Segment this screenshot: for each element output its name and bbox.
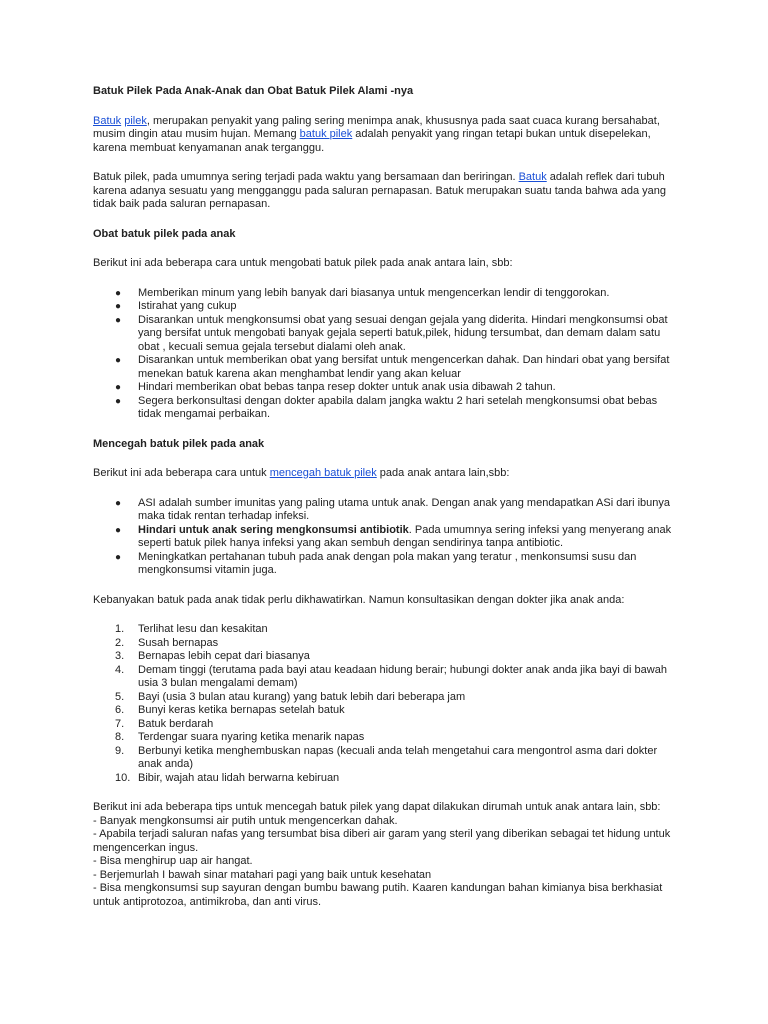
list-item (93, 691, 683, 705)
heading-obat: Obat batuk pilek pada anak (93, 227, 236, 240)
list-number: 7. (115, 717, 125, 730)
link-batuk-pilek[interactable]: batuk pilek (299, 128, 353, 140)
list-item-text: Bernapas lebih cepat dari biasanya (138, 650, 310, 662)
list-item-text: Batuk berdarah (138, 717, 214, 730)
link-batuk[interactable]: Batuk (93, 114, 122, 127)
list-item (93, 395, 683, 422)
list-item-text: Istirahat yang cukup (138, 300, 237, 312)
bullet-icon: ● (115, 287, 122, 299)
list-item (93, 623, 683, 637)
link-batuk-2[interactable]: Batuk (518, 171, 547, 183)
list-item-text: Segera berkonsultasi dengan dokter apabila dalam jangka waktu 2 hari setelah mengkonsumsi obat bebas tidak mengamai perbaikan. (138, 394, 658, 420)
list-item-text: Terlihat lesu dan kesakitan (138, 623, 268, 635)
list-item (93, 704, 683, 718)
list-item-text: Berbunyi ketika menghembuskan napas (kecuali anda telah mengetahui cara mengontrol asma dari dokter anak anda) (138, 744, 658, 770)
list-item-text: Demam tinggi (terutama pada bayi atau keadaan hidung berair; hubungi dokter anak anda jika bayi di bawah usia 3 bulan mengalami demam) (138, 663, 667, 689)
bullet-icon: ● (115, 314, 122, 326)
intro-text-1: , merupakan penyakit yang paling sering menimpa anak, khususnya pada saat cuaca kurang bersahabat, musim dingin atau musim hujan. Memang (93, 114, 660, 140)
tip-line: - Banyak mengkonsumsi air putih untuk mengencerkan dahak. (93, 814, 398, 827)
list-item-text: Memberikan minum yang lebih banyak dari biasanya untuk mengencerkan lendir di tenggorokan. (138, 286, 610, 299)
list-item (93, 381, 683, 395)
list-number: 8. (115, 731, 125, 743)
list-item (93, 745, 683, 772)
list-item (93, 650, 683, 664)
tip-line: - Berjemurlah I bawah sinar matahari pagi yang baik untuk kesehatan (93, 868, 432, 881)
document-title: Batuk Pilek Pada Anak-Anak dan Obat Batuk Pilek Alami -nya (93, 85, 414, 97)
list-item-text: Disarankan untuk mengkonsumsi obat yang sesuai dengan gejala yang diderita. Hindari mengkonsumsi obat yang bersifat untuk mengobati banyak gejala seperti batuk,pilek, hidung tersumbat, dan demam dalam satu obat , kecuali semua gejala tersebut dialami oleh anak. (138, 313, 668, 353)
tip-line: - Bisa mengkonsumsi sup sayuran dengan bumbu bawang putih. Kaaren kandungan bahan kimianya bisa berkhasiat untuk antiprotozoa, antimikroba, dan anti virus. (93, 882, 663, 908)
list-number: 6. (115, 704, 125, 716)
tips-section (93, 801, 683, 909)
bullet-icon: ● (115, 355, 122, 366)
list-item-text: Bibir, wajah atau lidah berwarna kebiruan (138, 771, 340, 784)
list-number: 1. (115, 623, 125, 635)
section2-lead-text-2: pada anak antara lain,sbb: (376, 467, 510, 479)
treatment-list (93, 287, 683, 422)
list-number: 3. (115, 650, 125, 662)
list-item (93, 314, 683, 355)
bullet-icon: ● (115, 301, 122, 312)
list-number: 5. (115, 690, 125, 703)
second-paragraph (93, 171, 683, 212)
list-item (93, 637, 683, 651)
list-number: 4. (115, 663, 125, 676)
para2-text-1: Batuk pilek, pada umumnya sering terjadi pada waktu yang bersamaan dan beriringan. (93, 171, 519, 183)
bullet-icon: ● (115, 497, 122, 509)
link-pilek[interactable]: pilek (124, 114, 147, 127)
bullet-icon: ● (115, 524, 122, 536)
section2-lead-text-1: Berikut ini ada beberapa cara untuk (93, 467, 270, 479)
list-item (93, 731, 683, 745)
list-item-text: Terdengar suara nyaring ketika menarik napas (138, 731, 365, 743)
list-item (93, 497, 683, 524)
list-item-text: . Pada umumnya sering infeksi yang menyerang anak seperti batuk pilek hanya infeksi yang akan sembuh dengan sendirinya tanpa antibiotic. (138, 523, 672, 549)
list-item (93, 772, 683, 786)
document-body (93, 85, 683, 909)
list-item-text: Susah bernapas (138, 636, 219, 649)
list-item (93, 551, 683, 578)
prevention-list (93, 497, 683, 578)
list-item-text: Bayi (usia 3 bulan atau kurang) yang batuk lebih dari beberapa jam (138, 690, 466, 703)
tip-line: - Apabila terjadi saluran nafas yang tersumbat bisa diberi air garam yang steril yang diberikan sebagai tet hidung untuk mengencerkan ingus. (93, 828, 671, 854)
list-item-bold-text: Hindari untuk anak sering mengkonsumsi antibiotik (138, 523, 409, 536)
section1-lead: Berikut ini ada beberapa cara untuk mengobati batuk pilek pada anak antara lain, sbb: (93, 257, 513, 269)
list-item (93, 524, 683, 551)
heading-mencegah: Mencegah batuk pilek pada anak (93, 437, 265, 450)
bullet-icon: ● (115, 551, 122, 563)
list-item (93, 287, 683, 301)
list-item (93, 354, 683, 381)
section2-lead (93, 467, 683, 481)
bullet-icon: ● (115, 382, 122, 393)
consult-lead: Kebanyakan batuk pada anak tidak perlu dikhawatirkan. Namun konsultasikan dengan dokter jika anak anda: (93, 593, 625, 606)
tip-line: - Bisa menghirup uap air hangat. (93, 855, 253, 867)
list-item-text: Hindari memberikan obat bebas tanpa resep dokter untuk anak usia dibawah 2 tahun. (138, 381, 556, 393)
list-number: 2. (115, 636, 125, 649)
list-item (93, 718, 683, 732)
list-number: 9. (115, 744, 125, 757)
intro-text-2: adalah penyakit yang ringan tetapi bukan untuk disepelekan, karena membuat kenyamanan anak terganggu. (93, 128, 651, 154)
list-item-text: Bunyi keras ketika bernapas setelah batuk (138, 704, 345, 716)
list-item-text: Meningkatkan pertahanan tubuh pada anak dengan pola makan yang teratur , menkonsumsi susu dan mengkonsumsi vitamin juga. (138, 550, 637, 576)
bullet-icon: ● (115, 395, 122, 407)
intro-paragraph (93, 115, 683, 156)
list-item-text: Disarankan untuk memberikan obat yang bersifat untuk mengencerkan dahak. Dan hindari obat yang bersifat menekan batuk karena akan menghambat lendir yang akan keluar (138, 354, 670, 380)
tips-lead: Berikut ini ada beberapa tips untuk mencegah batuk pilek yang dapat dilakukan dirumah untuk anak antara lain, sbb: (93, 801, 661, 813)
list-item-text: ASI adalah sumber imunitas yang paling utama untuk anak. Dengan anak yang mendapatkan ASi dari ibunya maka tidak rentan terhadap infeksi. (138, 496, 671, 522)
list-item (93, 300, 683, 314)
para2-text-2: adalah reflek dari tubuh karena adanya sesuatu yang mengganggu pada saluran pernapasan. Batuk merupakan suatu tanda bahwa ada yang tidak baik pada saluran pernapasan. (93, 171, 667, 210)
symptom-list (93, 623, 683, 785)
link-mencegah-batuk-pilek[interactable]: mencegah batuk pilek (269, 467, 377, 479)
list-number: 10. (115, 771, 131, 784)
list-item (93, 664, 683, 691)
